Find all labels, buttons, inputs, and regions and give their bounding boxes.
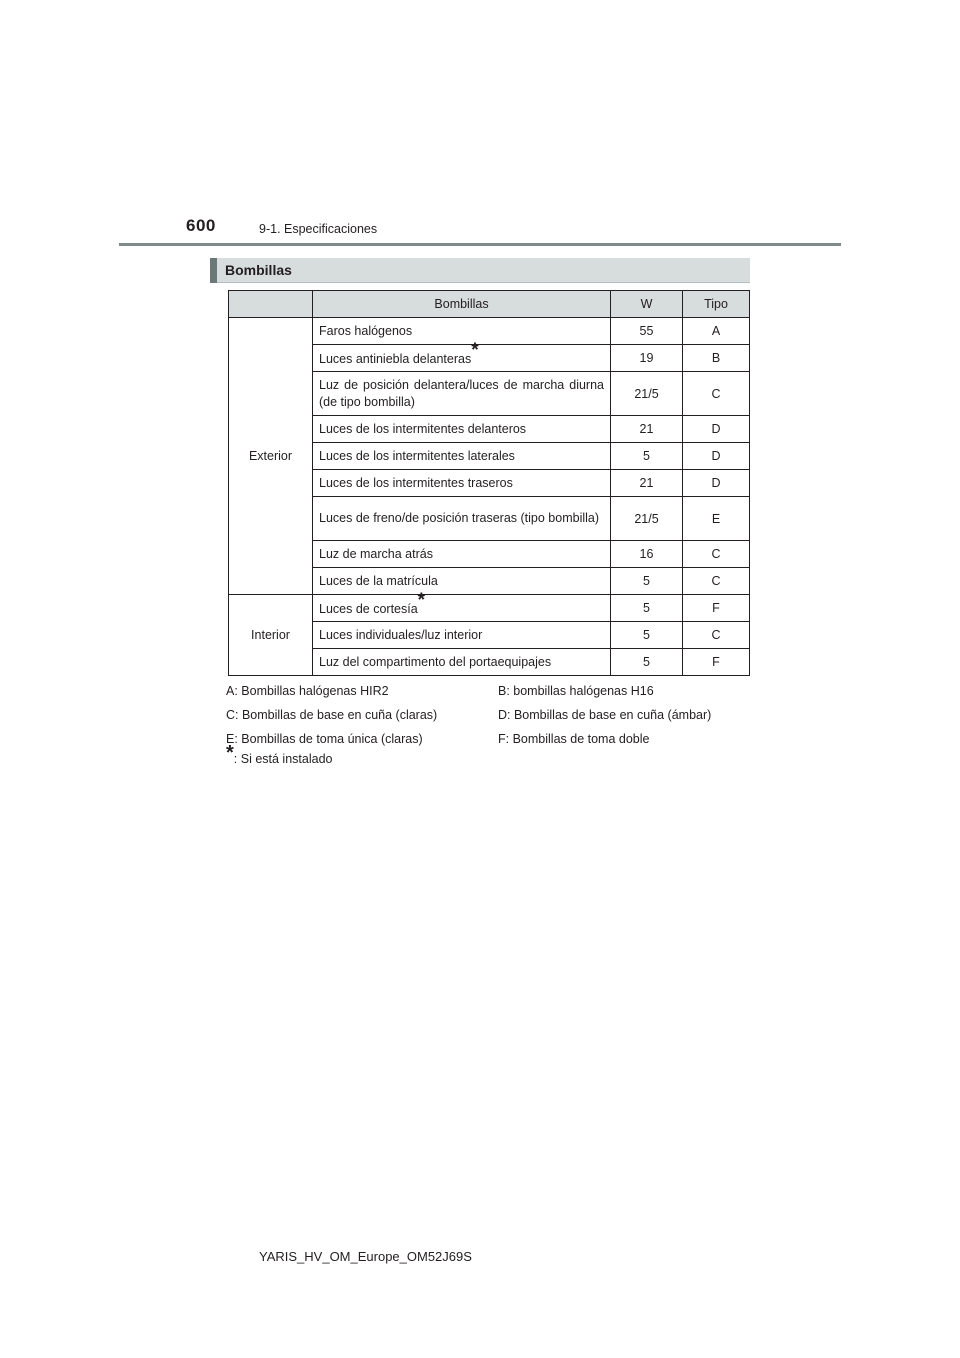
type-cell: A <box>683 318 750 345</box>
legend-item: A: Bombillas halógenas HIR2 <box>226 684 389 698</box>
header-rule <box>119 243 841 246</box>
footnote <box>226 742 333 766</box>
bulb-name-cell <box>313 589 611 622</box>
page-number: 600 <box>186 216 216 235</box>
wattage-cell: 55 <box>611 318 683 345</box>
group-label: Exterior <box>229 318 313 595</box>
bulb-name: Luz de posición delantera/luces de marcha diurna (de tipo bombilla) <box>319 377 604 409</box>
type-cell: C <box>683 568 750 595</box>
section-heading <box>210 258 750 283</box>
bulb-name: Luces individuales/luz interior <box>319 628 483 642</box>
wattage-cell: 21 <box>611 470 683 497</box>
bulb-name-cell <box>313 339 611 372</box>
wattage-cell: 5 <box>611 443 683 470</box>
bulb-name: Luz de marcha atrás <box>319 547 433 561</box>
wattage-cell: 21/5 <box>611 372 683 416</box>
bulb-name: Luces de cortesía <box>319 601 418 616</box>
bulbs-table <box>228 290 750 676</box>
wattage-cell: 5 <box>611 568 683 595</box>
bulb-name: Luces de la matrícula <box>319 574 438 588</box>
wattage-cell: 21/5 <box>611 497 683 541</box>
footnote-marker: * <box>417 589 426 611</box>
bulb-name-cell <box>313 470 611 497</box>
heading-accent-bar <box>210 258 217 283</box>
bulb-name: Luces antiniebla delanteras <box>319 351 472 366</box>
legend-item: B: bombillas halógenas H16 <box>498 684 654 698</box>
wattage-cell: 19 <box>611 345 683 372</box>
bulb-name-cell <box>313 443 611 470</box>
bulb-name-cell <box>313 541 611 568</box>
document-code: YARIS_HV_OM_Europe_OM52J69S <box>259 1249 472 1264</box>
legend-item: D: Bombillas de base en cuña (ámbar) <box>498 708 712 722</box>
bulb-name: Luces de los intermitentes laterales <box>319 449 515 463</box>
table-header-row <box>229 291 750 318</box>
heading-text: Bombillas <box>225 262 292 278</box>
type-cell: E <box>683 497 750 541</box>
footnote-symbol: * <box>226 742 234 764</box>
section-title: 9-1. Especificaciones <box>259 222 378 236</box>
wattage-cell: 21 <box>611 416 683 443</box>
wattage-cell: 5 <box>611 649 683 676</box>
table-body <box>229 318 750 676</box>
bulb-name: Faros halógenos <box>319 324 413 338</box>
column-header-type: Tipo <box>683 291 750 318</box>
type-cell: D <box>683 443 750 470</box>
type-cell: D <box>683 416 750 443</box>
bulb-name: Luces de los intermitentes delanteros <box>319 422 527 436</box>
bulb-name-cell <box>313 649 611 676</box>
group-label: Interior <box>229 595 313 676</box>
legend-item: C: Bombillas de base en cuña (claras) <box>226 708 438 722</box>
table-row <box>229 318 750 345</box>
bulb-name-cell <box>313 622 611 649</box>
type-cell: C <box>683 541 750 568</box>
column-header-watts: W <box>611 291 683 318</box>
column-header-bulbs: Bombillas <box>313 291 611 318</box>
table-row <box>229 595 750 622</box>
bulb-name-cell <box>313 416 611 443</box>
bulb-name-cell <box>313 568 611 595</box>
column-header-group <box>229 291 313 318</box>
type-cell: C <box>683 372 750 416</box>
footnote-marker: * <box>471 339 479 361</box>
bulb-name-cell <box>313 318 611 345</box>
type-cell: F <box>683 595 750 622</box>
bulb-name-cell <box>313 372 611 416</box>
legend-item: F: Bombillas de toma doble <box>498 732 650 746</box>
bulb-name: Luz del compartimento del portaequipajes <box>319 655 552 669</box>
footnote-text: : Si está instalado <box>233 752 333 766</box>
bulb-name: Luces de los intermitentes traseros <box>319 476 513 490</box>
bulb-name-cell <box>313 497 611 541</box>
type-cell: F <box>683 649 750 676</box>
bulb-name: Luces de freno/de posición traseras (tipo bombilla) <box>319 511 600 525</box>
wattage-cell: 5 <box>611 622 683 649</box>
type-cell: B <box>683 345 750 372</box>
wattage-cell: 5 <box>611 595 683 622</box>
legend-item: E: Bombillas de toma única (claras) <box>226 732 423 746</box>
type-cell: C <box>683 622 750 649</box>
type-cell: D <box>683 470 750 497</box>
wattage-cell: 16 <box>611 541 683 568</box>
